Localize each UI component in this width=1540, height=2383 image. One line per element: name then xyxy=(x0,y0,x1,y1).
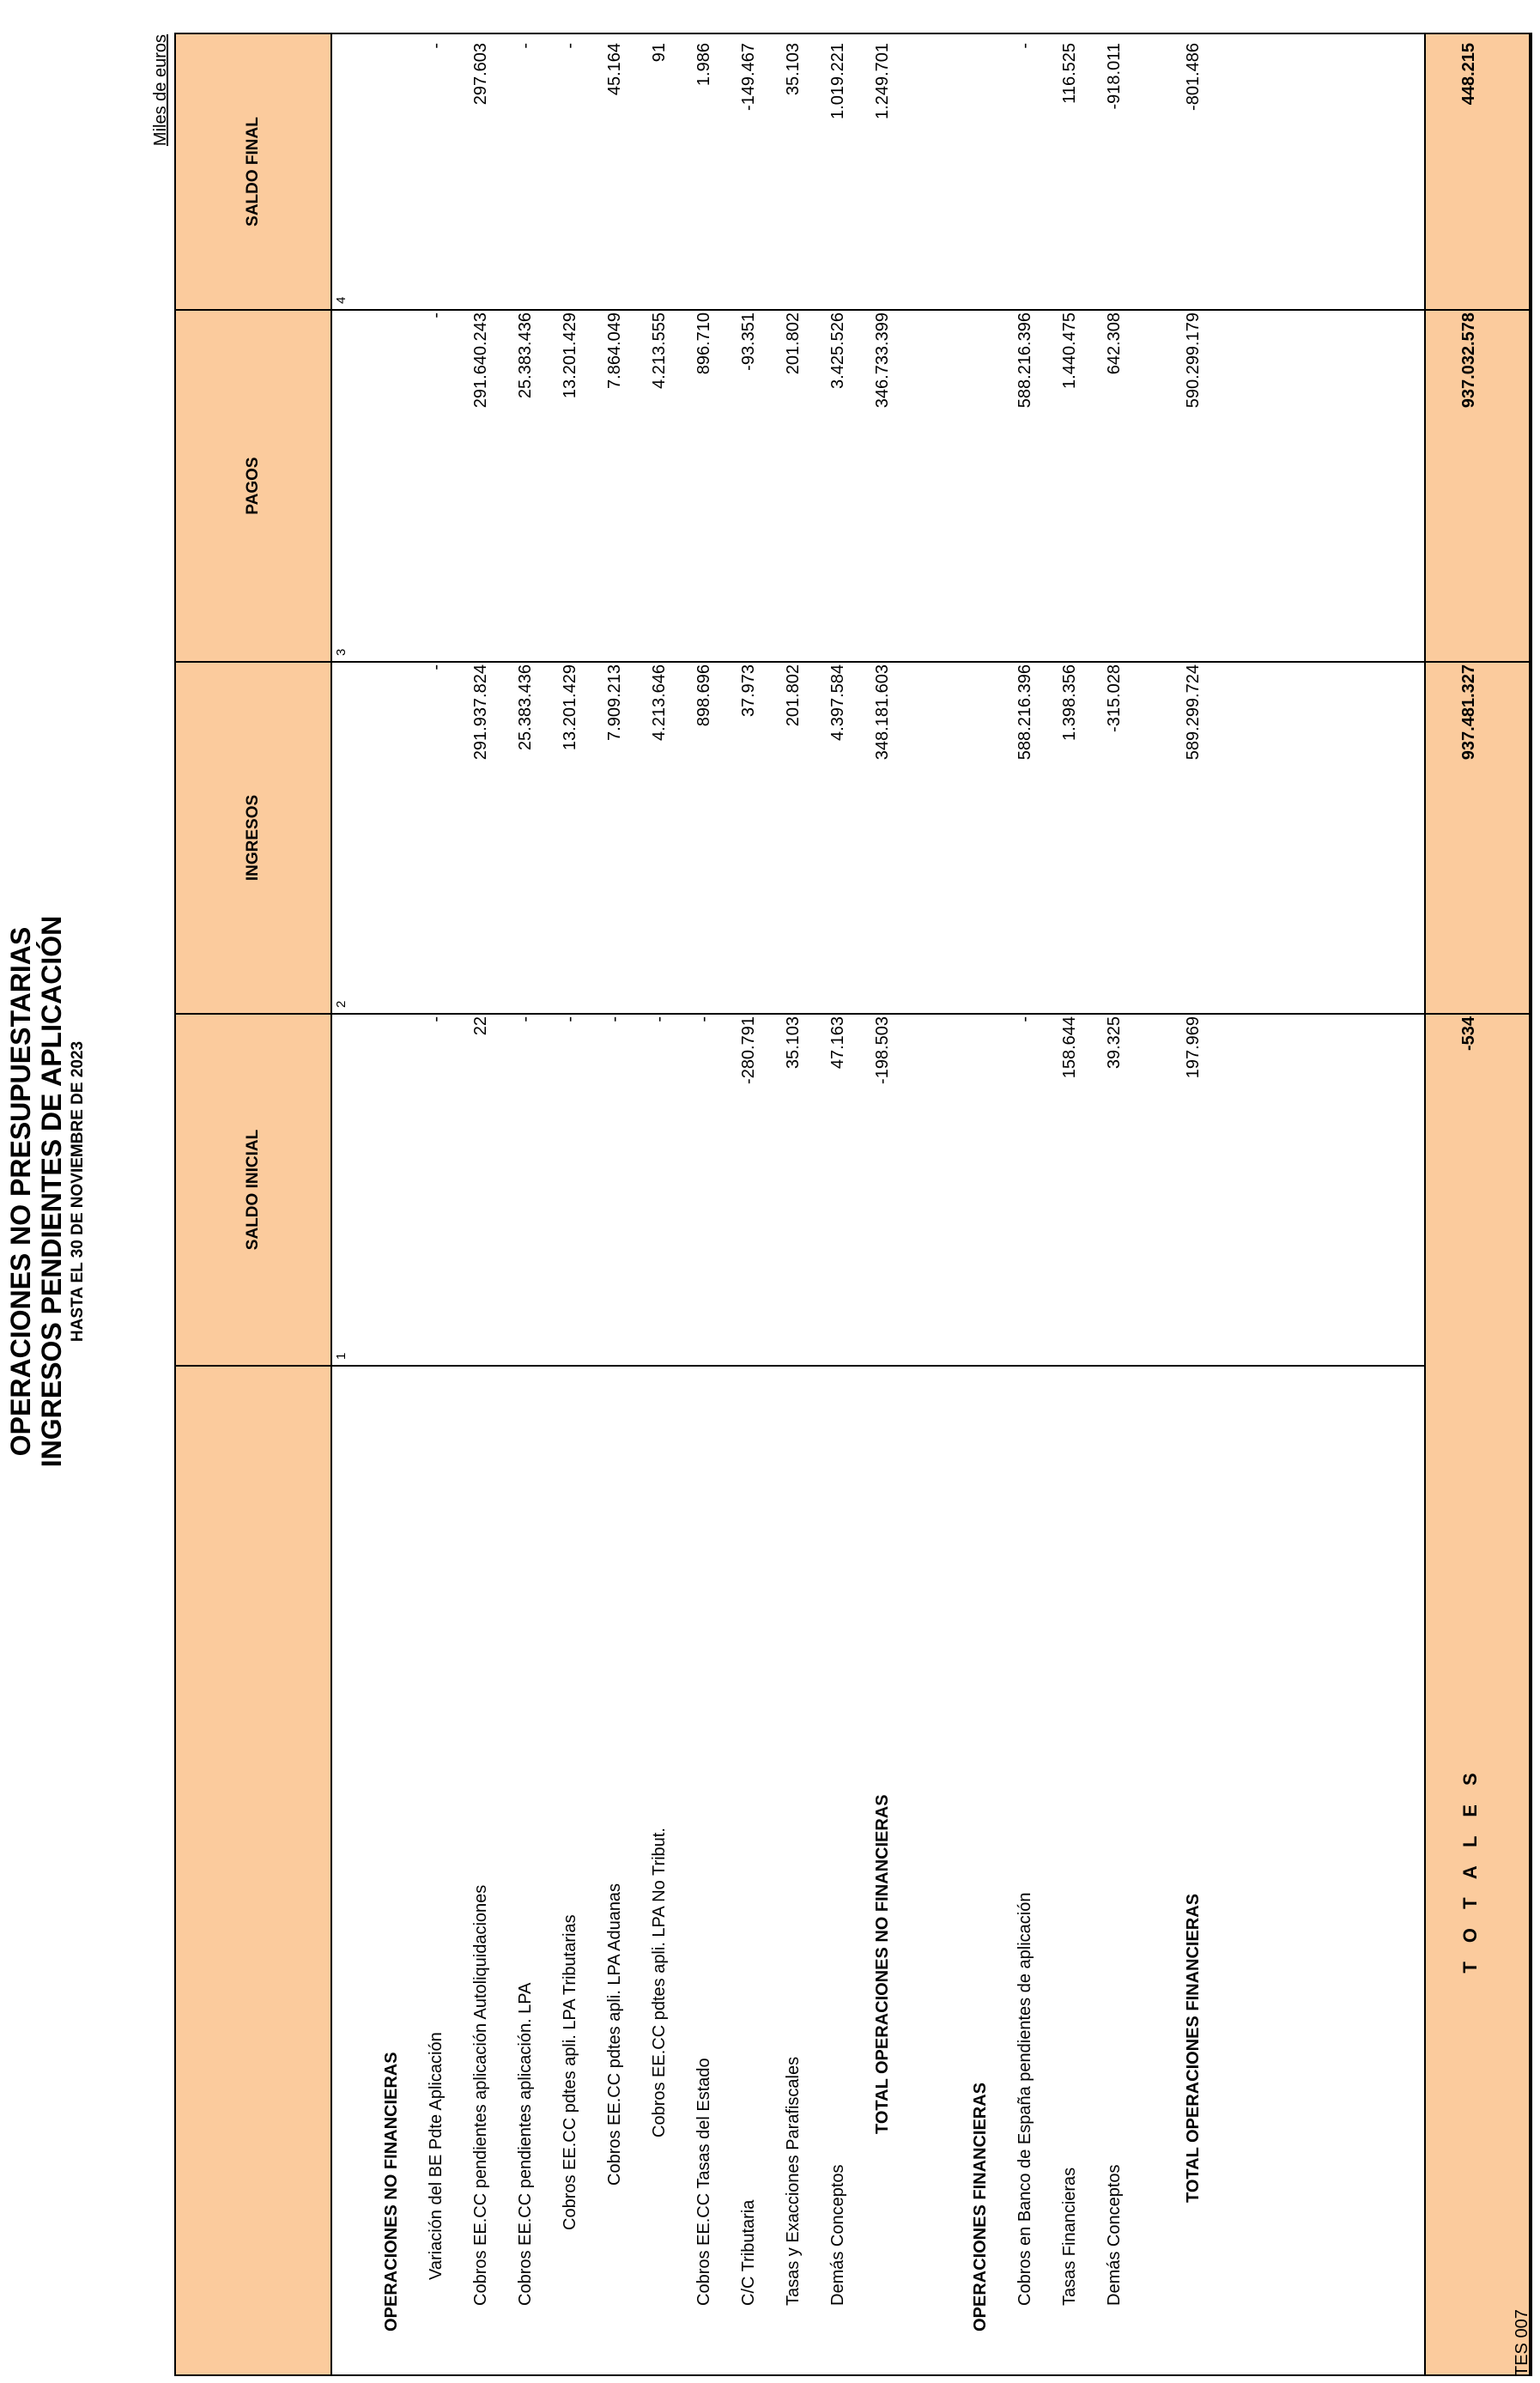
section-total-value: 589.299.724 xyxy=(1184,664,1203,761)
row-value: - xyxy=(516,1016,535,1022)
row-value: 588.216.396 xyxy=(1016,312,1034,409)
column-saldo-final xyxy=(176,34,1531,309)
section-total-value: 590.299.179 xyxy=(1184,312,1203,409)
row-value: - xyxy=(1016,43,1034,49)
row-value: -149.467 xyxy=(739,43,758,111)
row-label: Demás Conceptos xyxy=(828,2164,847,2306)
footer-code: TES 007 xyxy=(1513,2309,1531,2376)
section-total-value: 1.249.701 xyxy=(873,43,892,119)
row-value: 39.325 xyxy=(1105,1016,1124,1070)
row-value: 291.937.824 xyxy=(471,664,490,761)
row-label: Cobros EE.CC Tasas del Estado xyxy=(694,2058,713,2306)
row-value: 37.973 xyxy=(739,664,758,718)
column-pagos xyxy=(176,309,1531,661)
column-header: PAGOS xyxy=(176,311,332,661)
row-value: 7.909.213 xyxy=(605,664,624,741)
row-value: -280.791 xyxy=(739,1016,758,1084)
row-value: - xyxy=(650,1016,669,1022)
column-number: 2 xyxy=(334,1000,349,1008)
row-value: - xyxy=(427,664,446,670)
row-value: 4.213.646 xyxy=(650,664,669,741)
section-heading: OPERACIONES FINANCIERAS xyxy=(971,2082,990,2331)
row-value: 201.802 xyxy=(784,664,803,727)
row-value: 588.216.396 xyxy=(1016,664,1034,761)
row-value: - xyxy=(427,1016,446,1022)
row-value: 7.864.049 xyxy=(605,312,624,389)
row-value: 3.425.526 xyxy=(828,312,847,389)
column-header: INGRESOS xyxy=(176,663,332,1013)
report-title: OPERACIONES NO PRESUPUESTARIAS xyxy=(5,926,36,1457)
column-number: 4 xyxy=(334,296,349,304)
grand-total-value: -534 xyxy=(1459,1016,1478,1052)
column-saldo-inicial xyxy=(176,1013,1531,1365)
row-label: Cobros EE.CC pendientes aplicación. LPA xyxy=(516,1982,535,2306)
row-label: Cobros EE.CC pdtes apli. LPA Aduanas xyxy=(605,1883,624,2186)
row-value: 13.201.429 xyxy=(561,664,579,751)
data-table xyxy=(174,33,1532,2376)
row-value: 291.640.243 xyxy=(471,312,490,409)
row-label: Tasas y Exacciones Parafiscales xyxy=(784,2056,803,2306)
label-column xyxy=(176,1365,1531,2374)
row-value: 22 xyxy=(471,1016,490,1036)
row-value: 1.440.475 xyxy=(1060,312,1079,389)
section-total-value: -801.486 xyxy=(1184,43,1203,111)
row-value: - xyxy=(427,312,446,318)
row-value: 13.201.429 xyxy=(561,312,579,399)
row-label: Tasas Financieras xyxy=(1060,2167,1079,2306)
row-value: 896.710 xyxy=(694,312,713,375)
row-label: Demás Conceptos xyxy=(1105,2164,1124,2306)
row-value: - xyxy=(427,43,446,49)
row-value: 47.163 xyxy=(828,1016,847,1070)
row-value: -315.028 xyxy=(1105,664,1124,732)
row-value: - xyxy=(561,1016,579,1022)
section-total-value: 346.733.399 xyxy=(873,312,892,409)
column-ingresos xyxy=(176,661,1531,1013)
row-value: - xyxy=(516,43,535,49)
row-label: Cobros EE.CC pdtes apli. LPA No Tribut. xyxy=(650,1828,669,2137)
row-value: 297.603 xyxy=(471,43,490,106)
row-value: 1.398.356 xyxy=(1060,664,1079,741)
grand-total-value: 937.481.327 xyxy=(1459,664,1478,761)
row-value: -93.351 xyxy=(739,312,758,371)
row-value: 4.397.584 xyxy=(828,664,847,741)
row-label: Cobros en Banco de España pendientes de aplicación xyxy=(1016,1892,1034,2306)
row-value: 201.802 xyxy=(784,312,803,375)
grand-total-value: 937.032.578 xyxy=(1459,312,1478,409)
row-value: 4.213.555 xyxy=(650,312,669,389)
report-period: HASTA EL 30 DE NOVIEMBRE DE 2023 xyxy=(69,1040,87,1343)
units-label: Miles de euros xyxy=(151,34,170,147)
row-value: 25.383.436 xyxy=(516,312,535,399)
row-value: - xyxy=(561,43,579,49)
row-label: Cobros EE.CC pendientes aplicación Autoliquidaciones xyxy=(471,1884,490,2306)
row-value: 642.308 xyxy=(1105,312,1124,375)
row-label: Variación del BE Pdte Aplicación xyxy=(427,2032,446,2280)
row-value: 45.164 xyxy=(605,43,624,96)
row-value: 158.644 xyxy=(1060,1016,1079,1079)
section-total-value: -198.503 xyxy=(873,1016,892,1084)
row-value: 116.525 xyxy=(1060,43,1079,104)
section-heading: OPERACIONES NO FINANCIERAS xyxy=(382,2052,401,2331)
row-label: C/C Tributaria xyxy=(739,2199,758,2306)
section-total-value: 197.969 xyxy=(1184,1016,1203,1079)
column-number: 3 xyxy=(334,648,349,656)
section-total-label: TOTAL OPERACIONES FINANCIERAS xyxy=(1184,1893,1203,2203)
row-value: - xyxy=(605,1016,624,1022)
row-label: Cobros EE.CC pdtes apli. LPA Tributarias xyxy=(561,1914,579,2230)
row-value: - xyxy=(694,1016,713,1022)
column-number: 1 xyxy=(334,1352,349,1360)
column-header: SALDO FINAL xyxy=(176,34,332,309)
report-subtitle: INGRESOS PENDIENTES DE APLICACIÓN xyxy=(36,915,67,1468)
row-value: -918.011 xyxy=(1105,43,1124,110)
row-value: 1.019.221 xyxy=(828,43,847,119)
row-value: 1.986 xyxy=(694,43,713,87)
row-value: - xyxy=(1016,1016,1034,1022)
section-total-value: 348.181.603 xyxy=(873,664,892,761)
label-column-header xyxy=(176,1367,332,2374)
section-total-label: TOTAL OPERACIONES NO FINANCIERAS xyxy=(873,1794,892,2134)
column-header: SALDO INICIAL xyxy=(176,1015,332,1365)
row-value: 91 xyxy=(650,43,669,63)
row-value: 898.696 xyxy=(694,664,713,727)
row-value: 35.103 xyxy=(784,1016,803,1070)
row-value: 35.103 xyxy=(784,43,803,96)
grand-total-value: 448.215 xyxy=(1459,43,1478,106)
row-value: 25.383.436 xyxy=(516,664,535,751)
totals-label: T O T A L E S xyxy=(1459,1766,1481,1974)
